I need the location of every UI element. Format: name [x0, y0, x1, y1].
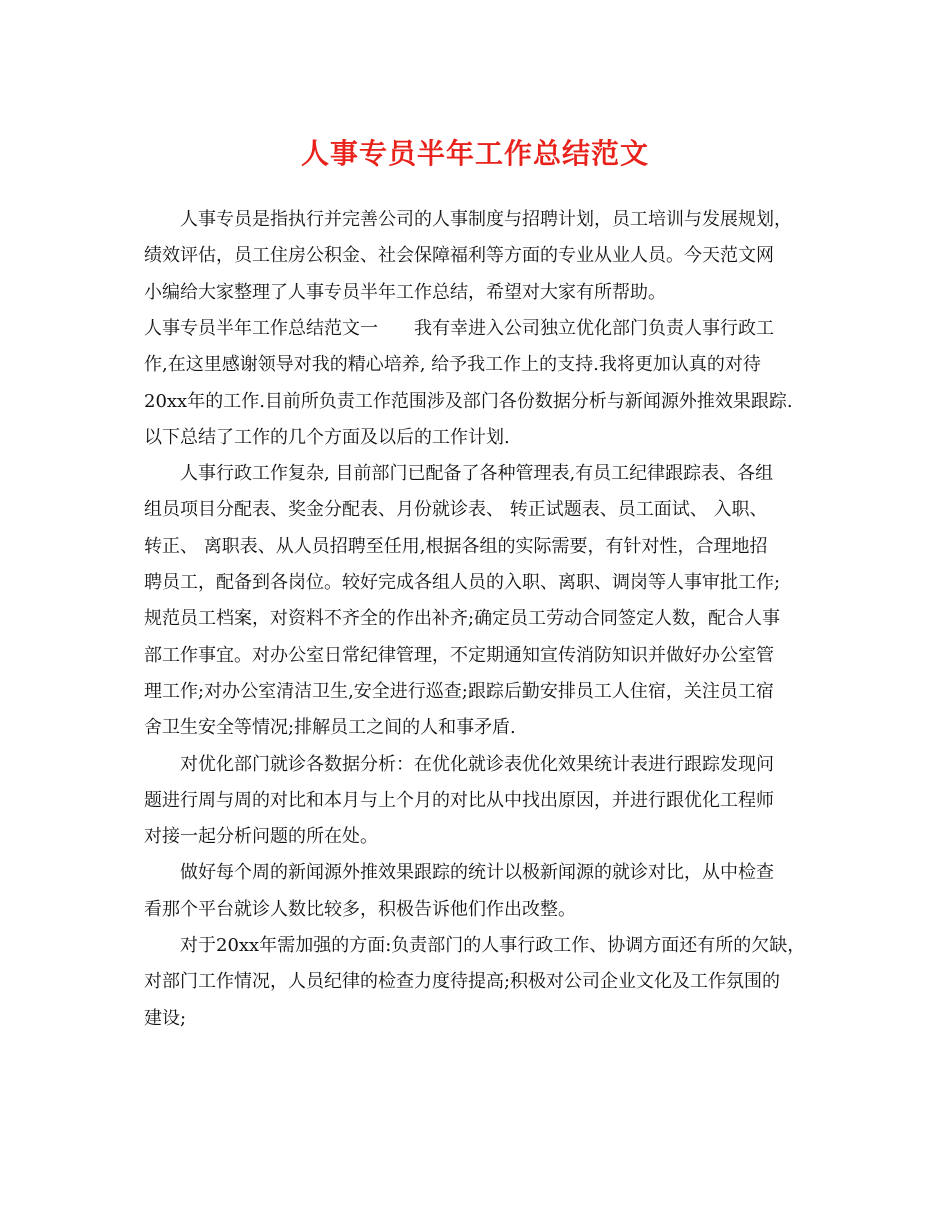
body-line-7: 以下总结了工作的几个方面及以后的工作计划.: [144, 427, 510, 448]
body-line-5: 作,在这里感谢领导对我的精心培养, 给予我工作上的支持.我将更加认真的对待: [144, 354, 761, 375]
body-line-6: 20xx年的工作.目前所负责工作范围涉及部门各份数据分析与新闻源外推效果跟踪.: [144, 391, 793, 412]
body-line-14: 理工作;对办公室清洁卫生,安全进行巡查;跟踪后勤安排员工人住宿，关注员工宿: [144, 681, 774, 702]
body-line-22: 对部门工作情况，人员纪律的检查力度待提高;积极对公司企业文化及工作氛围的: [144, 971, 781, 992]
body-line-15: 舍卫生安全等情况;排解员工之间的人和事矛盾.: [144, 717, 516, 738]
body-line-1: 人事专员是指执行并完善公司的人事制度与招聘计划，员工培训与发展规划，: [180, 209, 792, 230]
document-title: 人事专员半年工作总结范文: [300, 137, 649, 170]
body-line-12: 规范员工档案，对资料不齐全的作出补齐;确定员工劳动合同签定人数，配合人事: [144, 608, 781, 629]
body-line-9: 组员项目分配表、奖金分配表、月份就诊表、 转正试题表、员工面试、 入职、: [144, 499, 768, 520]
body-line-19: 做好每个周的新闻源外推效果跟踪的统计以极新闻源的就诊对比，从中检查: [180, 862, 774, 883]
body-line-20: 看那个平台就诊人数比较多，积极告诉他们作出改整。: [144, 899, 576, 920]
body-line-10: 转正、 离职表、从人员招聘至任用,根据各组的实际需要，有针对性，合理地招: [144, 536, 768, 557]
body-line-4: 人事专员半年工作总结范文一 我有幸进入公司独立优化部门负责人事行政工: [144, 318, 774, 339]
body-line-21: 对于20xx年需加强的方面:负责部门的人事行政工作、协调方面还有所的欠缺，: [180, 935, 806, 956]
body-line-16: 对优化部门就诊各数据分析：在优化就诊表优化效果统计表进行跟踪发现问: [180, 754, 774, 775]
body-line-18: 对接一起分析问题的所在处。: [144, 826, 378, 847]
body-line-11: 聘员工，配备到各岗位。较好完成各组人员的入职、离职、调岗等人事审批工作;: [144, 572, 781, 593]
body-line-2: 绩效评估，员工住房公积金、社会保障福利等方面的专业从业人员。今天范文网: [144, 245, 774, 266]
body-line-3: 小编给大家整理了人事专员半年工作总结，希望对大家有所帮助。: [144, 282, 666, 303]
body-line-13: 部工作事宜。对办公室日常纪律管理，不定期通知宣传消防知识并做好办公室管: [144, 645, 774, 666]
body-line-23: 建设;: [144, 1008, 187, 1029]
body-line-17: 题进行周与周的对比和本月与上个月的对比从中找出原因，并进行跟优化工程师: [144, 790, 774, 811]
body-line-8: 人事行政工作复杂, 目前部门已配备了各种管理表,有员工纪律跟踪表、各组: [180, 463, 774, 484]
